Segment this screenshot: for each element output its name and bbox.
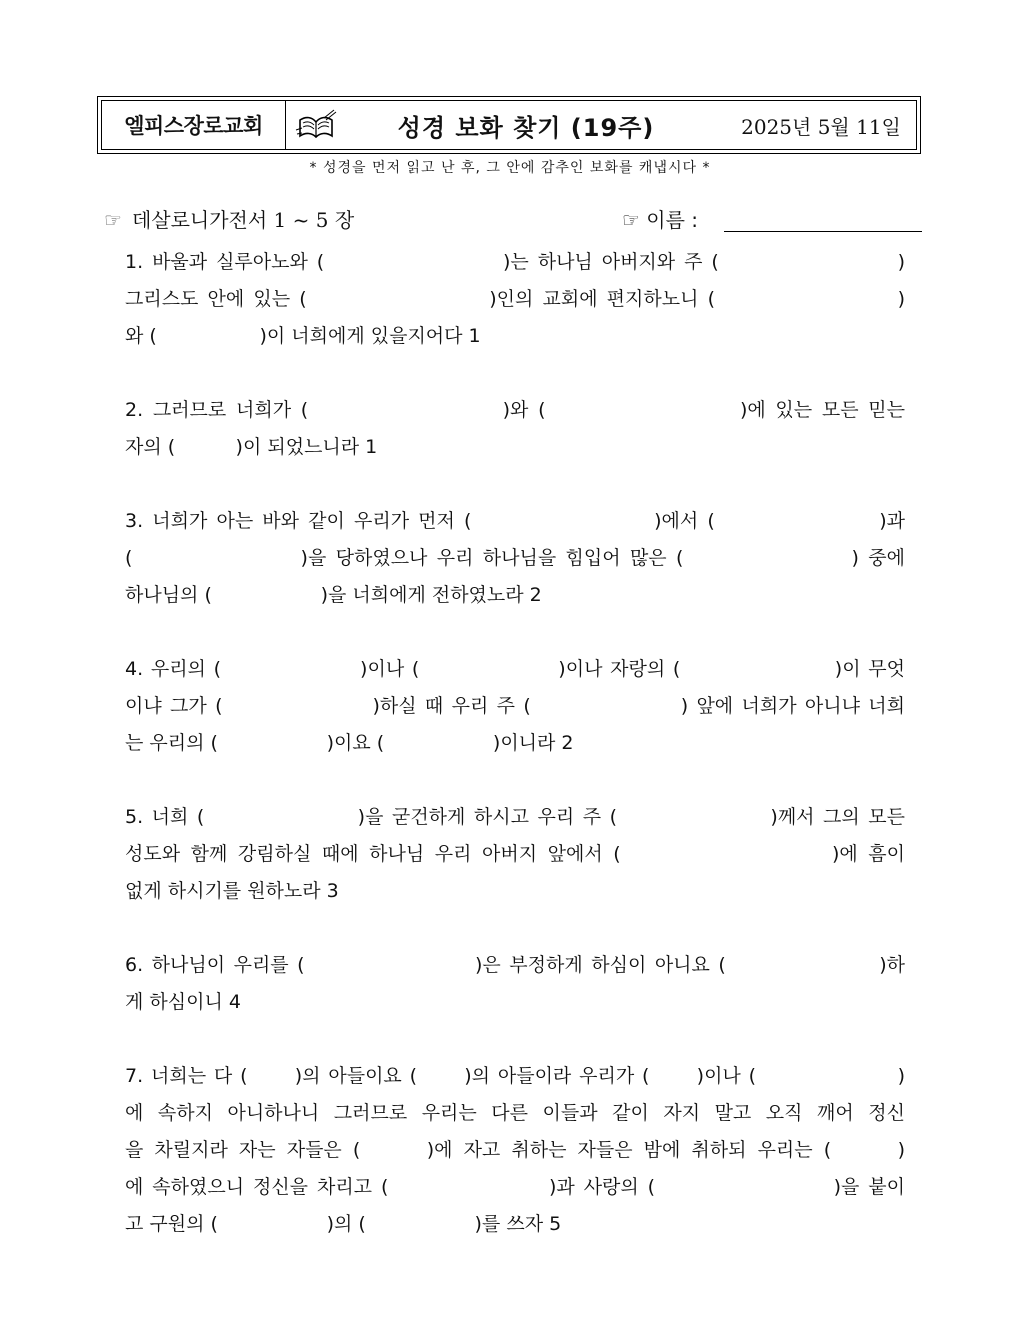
header-inner xyxy=(101,100,917,150)
page-title: 성경 보화 찾기 (19주) xyxy=(397,113,655,142)
question-line: 성도와 함께 강림하실 때에 하나님 우리 아버지 앞에서 ( )에 흠이 xyxy=(125,843,905,865)
date: 2025년 5월 11일 xyxy=(741,114,901,139)
question-line: 자의 ( )이 되었느니라 1 xyxy=(125,436,378,458)
question-line: 2. 그러므로 너희가 ( )와 ( )에 있는 모든 믿는 xyxy=(125,399,905,421)
header-box xyxy=(97,96,921,154)
question-line: 을 차릴지라 자는 자들은 ( )에 자고 취하는 자들은 밤에 취하되 우리는 ( ) xyxy=(125,1139,905,1161)
question-line: 하나님의 ( )을 너희에게 전하였노라 2 xyxy=(125,584,542,606)
question-line: 4. 우리의 ( )이나 ( )이나 자랑의 ( )이 무엇 xyxy=(125,658,905,680)
question-line: 7. 너희는 다 ( )의 아들이요 ( )의 아들이라 우리가 ( )이나 ( ) xyxy=(125,1065,905,1087)
question-7 xyxy=(125,1058,905,1243)
question-6 xyxy=(125,947,905,1021)
pointing-hand-icon: ☞ xyxy=(104,208,122,232)
question-line: 6. 하나님이 우리를 ( )은 부정하게 하심이 아니요 ( )하 xyxy=(125,954,905,976)
question-line: 그리스도 안에 있는 ( )인의 교회에 편지하노니 ( ) xyxy=(125,288,905,310)
question-line: 에 속하지 아니하나니 그러므로 우리는 다른 이들과 같이 자지 말고 오직 깨어 정신 xyxy=(125,1102,905,1124)
question-line: 고 구원의 ( )의 ( )를 쓰자 5 xyxy=(125,1213,562,1235)
question-line: 5. 너희 ( )을 굳건하게 하시고 우리 주 ( )께서 그의 모든 xyxy=(125,806,905,828)
question-line: 에 속하였으니 정신을 차리고 ( )과 사랑의 ( )을 붙이 xyxy=(125,1176,905,1198)
question-line: 3. 너희가 아는 바와 같이 우리가 먼저 ( )에서 ( )과 xyxy=(125,510,905,532)
name-field[interactable] xyxy=(724,231,922,232)
question-line: 는 우리의 ( )이요 ( )이니라 2 xyxy=(125,732,574,754)
question-line: 이냐 그가 ( )하실 때 우리 주 ( ) 앞에 너희가 아니냐 너희 xyxy=(125,695,905,717)
question-line: ( )을 당하였으나 우리 하나님을 힘입어 많은 ( ) 중에 xyxy=(125,547,905,569)
question-4 xyxy=(125,651,905,762)
instruction-text: * 성경을 먼저 읽고 난 후, 그 안에 감추인 보화를 캐냅시다 * xyxy=(309,160,711,176)
question-line: 와 ( )이 너희에게 있을지어다 1 xyxy=(125,325,481,347)
book-reference: 데살로니가전서 1 ~ 5 장 xyxy=(131,208,355,232)
question-3 xyxy=(125,503,905,614)
question-line: 게 하심이니 4 xyxy=(125,991,241,1013)
subheader xyxy=(104,204,922,234)
book-reference-row xyxy=(104,204,354,233)
question-2 xyxy=(125,392,905,466)
name-label: ☞ 이름 : xyxy=(622,208,699,232)
question-5 xyxy=(125,799,905,910)
church-name: 엘피스장로교회 xyxy=(102,101,286,149)
questions-list xyxy=(125,244,905,1280)
question-1 xyxy=(125,244,905,355)
question-line: 없게 하시기를 원하노라 3 xyxy=(125,880,339,902)
open-book-icon xyxy=(286,101,346,149)
question-line: 1. 바울과 실루아노와 ( )는 하나님 아버지와 주 ( ) xyxy=(125,251,905,273)
